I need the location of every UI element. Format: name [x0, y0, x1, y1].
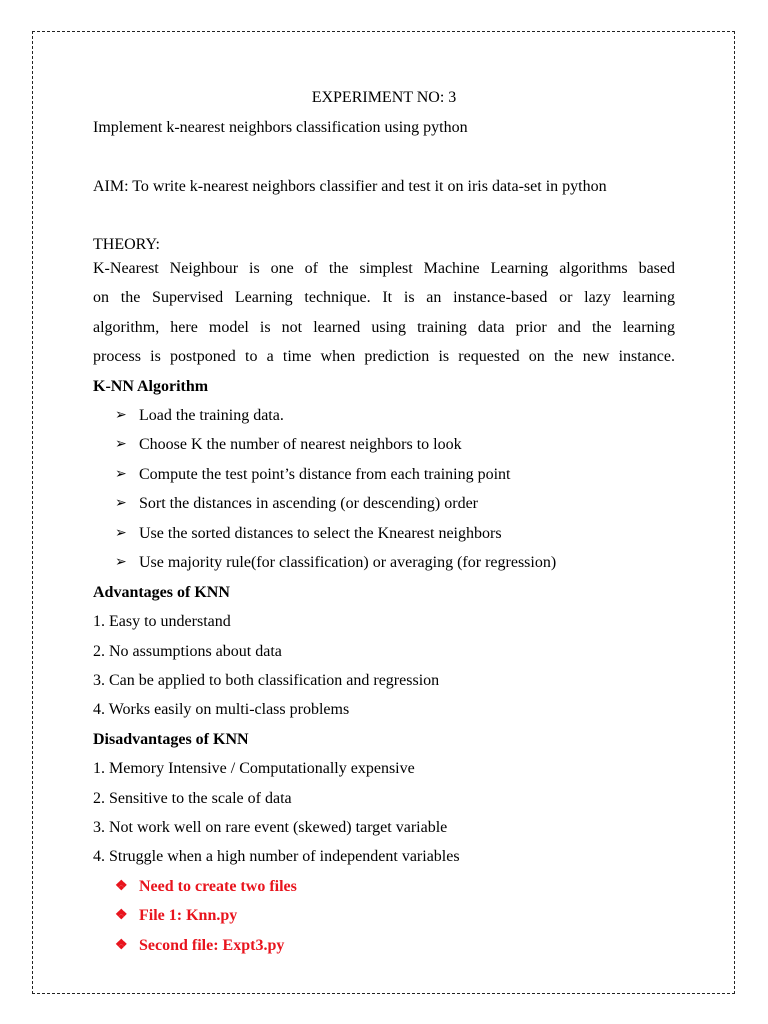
theory-line: process is postponed to a time when prediction is requested on the new instance. — [93, 348, 675, 365]
theory-line: algorithm, here model is not learned using training data prior and the learning — [93, 319, 675, 336]
arrow-bullet-icon: ➢ — [115, 437, 127, 452]
arrow-bullet-icon: ➢ — [115, 526, 127, 541]
note-item: Need to create two files — [139, 878, 297, 895]
diamond-bullet-icon: ❖ — [115, 879, 128, 894]
experiment-title: EXPERIMENT NO: 3 — [311, 89, 457, 106]
advantage-item: 1. Easy to understand — [93, 613, 231, 630]
algorithm-step: Use majority rule(for classification) or averaging (for regression) — [139, 554, 557, 571]
disadvantage-item: 3. Not work well on rare event (skewed) target variable — [93, 819, 448, 836]
arrow-bullet-icon: ➢ — [115, 408, 127, 423]
algorithm-heading: K-NN Algorithm — [93, 378, 209, 395]
disadvantage-item: 1. Memory Intensive / Computationally expensive — [93, 760, 415, 777]
algorithm-step: Sort the distances in ascending (or descending) order — [139, 495, 479, 512]
algorithm-step: Use the sorted distances to select the Knearest neighbors — [139, 525, 502, 542]
note-item: Second file: Expt3.py — [139, 937, 285, 954]
algorithm-step: Compute the test point’s distance from each training point — [139, 466, 511, 483]
diamond-bullet-icon: ❖ — [115, 908, 128, 923]
aim-text: AIM: To write k-nearest neighbors classifier and test it on iris data-set in python — [93, 178, 607, 195]
arrow-bullet-icon: ➢ — [115, 555, 127, 570]
advantage-item: 3. Can be applied to both classification and regression — [93, 672, 440, 689]
theory-heading: THEORY: — [93, 236, 160, 253]
note-item: File 1: Knn.py — [139, 907, 238, 924]
advantage-item: 2. No assumptions about data — [93, 643, 282, 660]
arrow-bullet-icon: ➢ — [115, 467, 127, 482]
advantages-heading: Advantages of KNN — [93, 584, 230, 601]
disadvantage-item: 2. Sensitive to the scale of data — [93, 790, 292, 807]
advantage-item: 4. Works easily on multi-class problems — [93, 701, 350, 718]
theory-line: on the Supervised Learning technique. It is an instance-based or lazy learning — [93, 289, 675, 306]
disadvantage-item: 4. Struggle when a high number of independent variables — [93, 848, 460, 865]
disadvantages-heading: Disadvantages of KNN — [93, 731, 249, 748]
arrow-bullet-icon: ➢ — [115, 496, 127, 511]
experiment-subtitle: Implement k-nearest neighbors classification using python — [93, 119, 468, 136]
theory-line: K-Nearest Neighbour is one of the simplest Machine Learning algorithms based — [93, 260, 675, 277]
diamond-bullet-icon: ❖ — [115, 938, 128, 953]
algorithm-step: Choose K the number of nearest neighbors to look — [139, 436, 462, 453]
algorithm-step: Load the training data. — [139, 407, 284, 424]
